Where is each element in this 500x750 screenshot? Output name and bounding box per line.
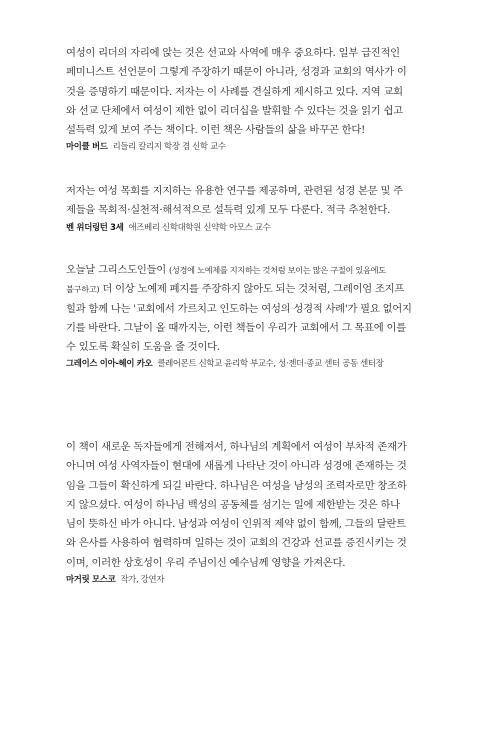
endorsement-quote (66, 261, 451, 357)
quote-line: 님이 뜻하신 바가 아니다. 남성과 여성이 인위적 제약 없이 함께, 그들의 달란트 (66, 518, 406, 531)
quote-line: 임을 그들이 확신하게 되길 바란다. 하나님은 여성을 남성의 조력자로만 창조하 (66, 479, 407, 492)
quote-line: 와 은사를 사용하여 협력하며 일하는 것이 교회의 건강과 선교를 증진시키는 것 (66, 537, 407, 550)
quote-text: 더 이상 노예제 폐지를 주장하지 않아도 되는 것처럼, 그레이엄 조지프 (99, 283, 405, 296)
author-name: 벤 위더링턴 3세 (66, 221, 124, 232)
quote-parenthetical: 불구하고) (66, 284, 100, 295)
quote-line: 제들을 목회적·실천적·해석적으로 설득력 있게 모두 다룬다. 적극 추천한다. (66, 204, 391, 217)
quote-line: 이 책이 새로운 독자들에게 전해져서, 하나님의 계획에서 여성이 부차적 존재가 (66, 441, 407, 453)
quote-line: 페미니스트 선언문이 그렇게 주장하기 때문이 아니라, 성경과 교회의 역사가 이 (66, 66, 407, 79)
quote-line: 힐과 함께 나는 '교회에서 가르치고 인도하는 여성의 성경적 사례'가 필요 없어지 (66, 302, 412, 315)
endorsement-2 (66, 182, 451, 234)
endorsement-quote (66, 182, 451, 221)
quote-line: 수 있도록 확실히 도움을 줄 것이다. (66, 341, 220, 354)
author-name: 마이클 버드 (66, 141, 108, 152)
endorsement-author (66, 140, 451, 153)
endorsement-3 (66, 261, 451, 370)
quote-line: 와 선교 단체에서 여성이 제한 없이 리더십을 발휘할 수 있다는 것을 읽기 쉽고 (66, 104, 403, 117)
endorsement-4 (66, 438, 451, 586)
quote-line: 지 않으셨다. 여성이 하나님 백성의 공동체를 섬기는 일에 제한받는 것은 하나 (66, 498, 400, 511)
author-title: 작가, 강연자 (120, 574, 165, 585)
endorsement-author (66, 221, 451, 234)
quote-parenthetical: (성경에 노예제를 지지하는 것처럼 보이는 많은 구절이 있음에도 (169, 265, 386, 275)
quote-text: 오늘날 그리스도인들이 (66, 264, 170, 276)
endorsement-1 (66, 44, 451, 153)
endorsement-quote (66, 44, 451, 140)
author-title: 애즈베리 신학대학원 신약학 아모스 교수 (128, 221, 271, 232)
quote-line: 이며, 이러한 상호성이 우리 주님이신 예수님께 영향을 가져온다. (66, 556, 346, 569)
quote-line: 저자는 여성 목회를 지지하는 유용한 연구를 제공하며, 관련된 성경 본문 및 주 (66, 185, 403, 197)
quote-line: 기를 바란다. 그날이 올 때까지는, 이런 책들이 우리가 교회에서 그 목표에 이를 (66, 321, 406, 334)
endorsement-author (66, 573, 451, 586)
quote-line: 것을 증명하기 때문이다. 저자는 이 사례를 견실하게 제시하고 있다. 지역 교회 (66, 85, 403, 98)
quote-line: 여성이 리더의 자리에 앉는 것은 선교와 사역에 매우 중요하다. 일부 급진적인 (66, 47, 400, 59)
author-title: 리들리 칼리지 학장 겸 신학 교수 (112, 141, 226, 152)
author-name: 마거릿 모스코 (66, 574, 116, 585)
author-name: 그레이스 이아-헤이 카오 (66, 358, 153, 369)
author-title: 클레어몬트 신학교 윤리학 부교수, 성·젠더·종교 센터 공동 센터장 (157, 358, 384, 369)
quote-line: 아니며 여성 사역자들이 현대에 새롭게 나타난 것이 아니라 성경에 존재하는 것 (66, 460, 407, 473)
endorsement-author (66, 357, 451, 370)
quote-line: 설득력 있게 보여 주는 책이다. 이런 책은 사람들의 삶을 바꾸곤 한다! (66, 124, 365, 137)
endorsement-quote (66, 438, 451, 573)
